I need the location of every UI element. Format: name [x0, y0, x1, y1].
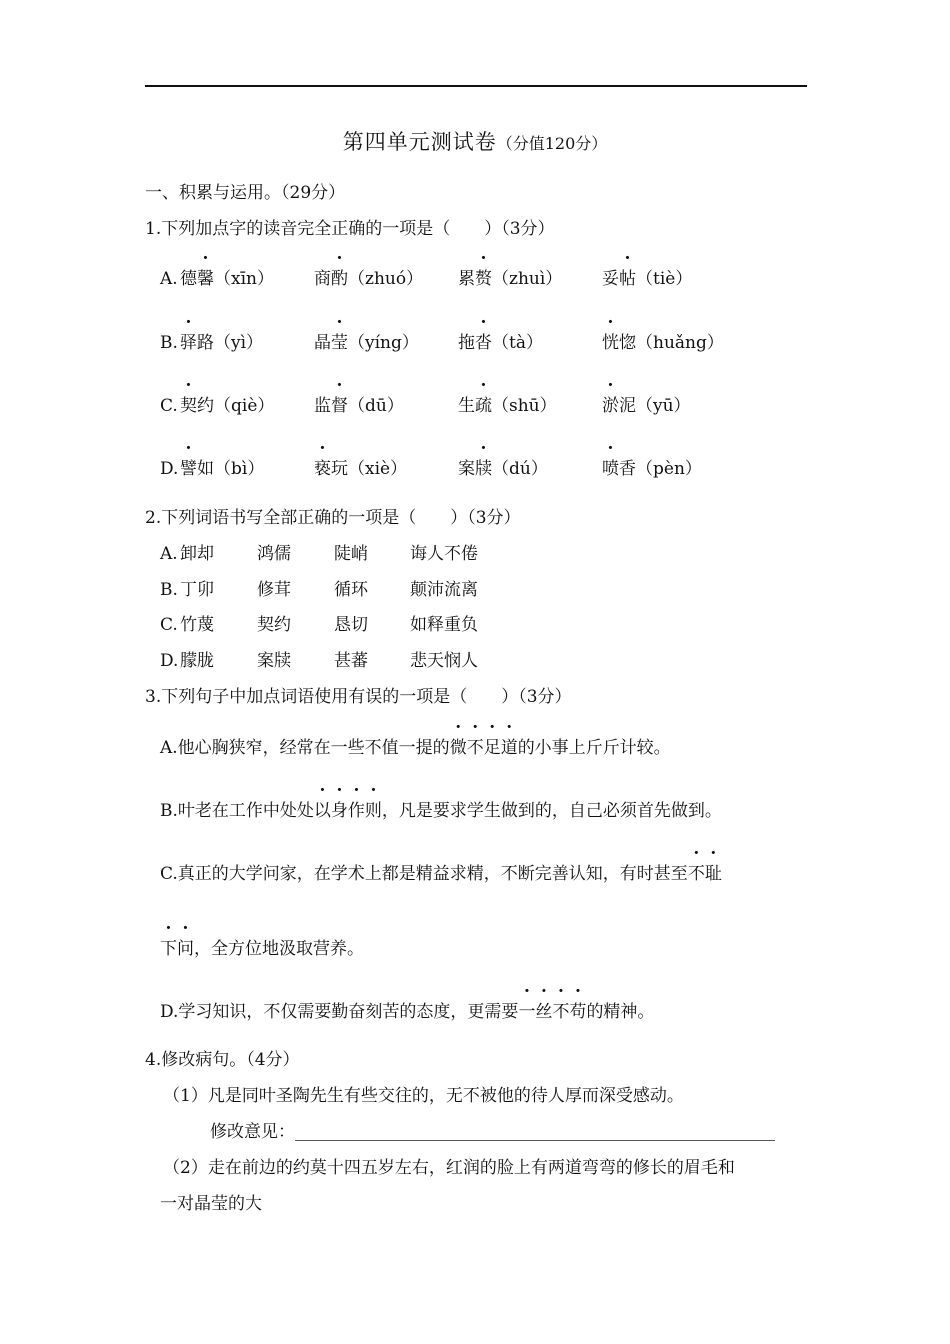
dotted-char: 耻 [704, 864, 722, 884]
q3-option-c-line1 [160, 861, 722, 887]
top-rule [145, 85, 807, 87]
q1-option-item [314, 266, 423, 292]
q1-item-dotted-char: 赘 [475, 269, 492, 289]
q2-option-label: B. [160, 580, 178, 600]
q1-item-post: （shū） [492, 396, 557, 416]
dotted-char: 丝 [535, 1002, 553, 1022]
q4-answer-blank[interactable] [295, 1122, 775, 1141]
dotted-char: 作 [347, 801, 365, 821]
q3-stem: 3.下列句子中加点词语使用有误的一项是（ ）（3分） [145, 687, 572, 707]
q1-option-item [602, 330, 724, 356]
q3-option-c-line2 [160, 936, 364, 962]
q2-option-word: 丁卯 [180, 580, 214, 600]
section-1-heading: 一、积累与运用。（29分） [145, 183, 346, 203]
dotted-char: 足 [483, 738, 501, 758]
q1-option-item [180, 330, 263, 356]
dotted-char: 微 [449, 738, 467, 758]
q1-item-dotted-char: 喷 [602, 459, 619, 479]
q1-item-post: 约（qiè） [197, 396, 275, 416]
q3-a-pre: A.他心胸狭窄，经常在一些不值一提的 [160, 738, 450, 758]
q4-stem: 4.修改病句。（4分） [145, 1050, 300, 1070]
q3-b-post: ，凡是要求学生做到的，自己必须首先做到。 [381, 801, 722, 821]
q1-option-item [314, 393, 404, 419]
q1-item-post: 如（bì） [197, 459, 265, 479]
q3-a-post: 的小事上斤斤计较。 [517, 738, 671, 758]
q1-item-post: （zhuó） [348, 269, 424, 289]
q1-item-dotted-char: 帖 [619, 269, 636, 289]
dotted-char: 身 [330, 801, 348, 821]
q1-item-dotted-char: 馨 [197, 269, 214, 289]
q1-item-post: （zhuì） [492, 269, 563, 289]
q2-option-word: 案牍 [257, 651, 291, 671]
q2-option-word: 契约 [257, 615, 291, 635]
q3-c-dotted1 [688, 864, 722, 884]
page-title [0, 126, 950, 156]
q1-option-item [602, 266, 692, 292]
q3-d-dotted [518, 1002, 586, 1022]
q1-item-dotted-char: 驿 [180, 333, 197, 353]
q2-stem: 2.下列词语书写全部正确的一项是（ ）（3分） [145, 508, 521, 528]
q1-item-dotted-char: 譬 [180, 459, 197, 479]
dotted-char: 以 [313, 801, 331, 821]
q3-a-dotted [450, 738, 518, 758]
q2-option-word: 朦胧 [180, 651, 214, 671]
q1-option-label: A. [160, 269, 178, 289]
dotted-char: 问 [177, 939, 194, 959]
q2-option-word: 鸿儒 [257, 544, 291, 564]
q3-d-post: 的精神。 [586, 1002, 655, 1022]
q1-option-item [458, 266, 562, 292]
q2-option-word: 陡峭 [334, 544, 368, 564]
q1-item-pre: 监 [314, 396, 331, 416]
q1-item-dotted-char: 契 [180, 396, 197, 416]
q1-item-pre: 妥 [602, 269, 619, 289]
q1-item-dotted-char: 疏 [475, 396, 492, 416]
dotted-char: 道 [500, 738, 518, 758]
q1-item-dotted-char: 亵 [314, 459, 331, 479]
q1-item-post: （yíng） [348, 333, 419, 353]
q2-option-word: 悲天悯人 [410, 651, 478, 671]
q4-sentence-2-line1: （2）走在前边的约莫十四五岁左右，红润的脸上有两道弯弯的修长的眉毛和 [163, 1158, 735, 1178]
q1-option-item [314, 456, 407, 482]
q2-option-word: 诲人不倦 [410, 544, 478, 564]
dotted-char: 苟 [569, 1002, 587, 1022]
q1-item-dotted-char: 莹 [331, 333, 348, 353]
q2-option-word: 颠沛流离 [410, 580, 478, 600]
dotted-char: 一 [518, 1002, 536, 1022]
q3-c-dotted2 [160, 939, 194, 959]
q2-option-word: 如释重负 [410, 615, 478, 635]
q1-item-dotted-char: 酌 [331, 269, 348, 289]
dotted-char: 不 [466, 738, 484, 758]
q1-item-pre: 德 [180, 269, 197, 289]
q2-option-word: 修茸 [257, 580, 291, 600]
title-score: （分值120分） [496, 134, 608, 153]
q3-option-d [160, 999, 654, 1025]
q1-item-dotted-char: 督 [331, 396, 348, 416]
q3-b-dotted [314, 801, 382, 821]
q1-item-dotted-char: 沓 [475, 333, 492, 353]
q3-d-pre: D.学习知识，不仅需要勤奋刻苦的态度，更需要 [160, 1002, 519, 1022]
q1-item-dotted-char: 牍 [475, 459, 492, 479]
q1-item-pre: 生 [458, 396, 475, 416]
q4-advice-row [210, 1119, 775, 1145]
q1-item-post: 泥（yū） [619, 396, 691, 416]
q1-item-pre: 晶 [314, 333, 331, 353]
q3-b-pre: B.叶老在工作中处处 [160, 801, 314, 821]
q1-option-label: D. [160, 459, 179, 479]
dotted-char: 下 [160, 939, 177, 959]
q1-item-post: 玩（xiè） [331, 459, 408, 479]
q1-option-item [180, 393, 274, 419]
q4-sentence-2-line2: 一对晶莹的大 [160, 1194, 262, 1214]
q4-advice-label: 修改意见： [210, 1122, 295, 1142]
q4-sentence-1: （1）凡是同叶圣陶先生有些交往的，无不被他的待人厚而深受感动。 [163, 1086, 684, 1106]
q2-option-label: A. [160, 544, 178, 564]
q2-option-word: 恳切 [334, 615, 368, 635]
q1-item-post: （dū） [348, 396, 404, 416]
q2-option-word: 竹蔑 [180, 615, 214, 635]
q1-option-item [180, 456, 264, 482]
q1-option-item [458, 456, 548, 482]
q1-item-pre: 商 [314, 269, 331, 289]
q1-option-label: B. [160, 333, 178, 353]
q1-item-pre: 累 [458, 269, 475, 289]
q1-item-post: （dú） [492, 459, 548, 479]
q2-option-word: 卸却 [180, 544, 214, 564]
dotted-char: 不 [687, 864, 705, 884]
q1-item-post: 路（yì） [197, 333, 264, 353]
q1-item-post: 香（pèn） [619, 459, 702, 479]
q1-option-label: C. [160, 396, 178, 416]
q1-option-item [602, 393, 691, 419]
q2-option-word: 循环 [334, 580, 368, 600]
title-main: 第四单元测试卷 [342, 130, 497, 154]
q1-option-item [458, 393, 557, 419]
q3-c-post: ，全方位地汲取营养。 [194, 939, 364, 959]
q1-item-post: （tiè） [636, 269, 693, 289]
dotted-char: 不 [552, 1002, 570, 1022]
q2-option-word: 甚蕃 [334, 651, 368, 671]
q1-item-pre: 案 [458, 459, 475, 479]
q1-option-item [314, 330, 419, 356]
q1-item-pre: 拖 [458, 333, 475, 353]
q1-option-item [602, 456, 702, 482]
q1-item-post: （tà） [492, 333, 543, 353]
q1-item-dotted-char: 恍 [602, 333, 619, 353]
q1-item-post: 惚（huǎng） [619, 333, 724, 353]
q1-item-post: （xīn） [214, 269, 274, 289]
dotted-char: 则 [364, 801, 382, 821]
q3-option-a [160, 735, 671, 761]
q1-item-dotted-char: 淤 [602, 396, 619, 416]
q1-stem: 1.下列加点字的读音完全正确的一项是（ ）（3分） [145, 219, 555, 239]
q3-option-b [160, 798, 722, 824]
q2-option-label: C. [160, 615, 178, 635]
q3-c-pre: C.真正的大学问家，在学术上都是精益求精，不断完善认知，有时甚至 [160, 864, 688, 884]
q1-option-item [458, 330, 543, 356]
q1-option-item [180, 266, 274, 292]
q2-option-label: D. [160, 651, 179, 671]
